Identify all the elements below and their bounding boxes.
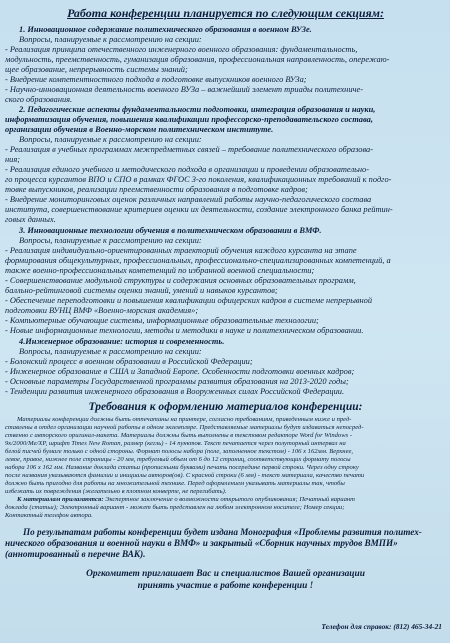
section4-title: 4.Инженерное образование: история и современность.: [19, 337, 225, 346]
section1-line: ского образования.: [5, 95, 73, 104]
section4-line: - Основные параметры Государственной программы развития образования на 2013-2020 годы;: [5, 377, 349, 386]
requirements-line: должно быть пригодно для работы на множительной технике. Перед оформлением указывать материалы так, чтобы: [5, 480, 345, 487]
section3-line: формирования общекультурных, профессиональных, профессионально-специализированных компетенций, а: [5, 256, 391, 265]
section2-line: ния;: [5, 155, 21, 164]
requirements-title: Требования к оформлению материалов конференции:: [88, 401, 363, 413]
section4-questions-label: Вопросы, планируемые к рассмотрению на секции:: [19, 347, 202, 356]
page-header: Работа конференции планируется по следующим секциям:: [67, 6, 384, 20]
section3-line: - Новые информационные технологии, методы и методики в науке и политехническом образовании.: [5, 326, 364, 335]
contact-phone: Телефон для справок: (812) 465-34-21: [321, 622, 442, 631]
requirements-line: левое, правое, нижнее поле страницы - 20 мм, требуемый объем от 6 до 12 страниц, соответствующих формату полосы: [5, 456, 351, 463]
section4-line: - Тенденции развития инженерного образования в Вооруженных силах Российской Федерации.: [5, 387, 345, 396]
requirements-line: Материалы конференции должны быть отпечатаны на принтере, согласно требованиям, приведенным ниже и пред-: [17, 416, 352, 423]
results-line: По результатам работы конференции будет издана Монография «Проблемы развития политех-: [23, 527, 422, 537]
invitation-line: принять участие в работе конференции !: [137, 581, 314, 591]
requirements-line: 9x/2000/Me/XP, шрифт Times New Roman, размер (кегль) - 14 пунктов. Текст печатается через полуторный интервал на: [5, 440, 346, 447]
section3-questions-label: Вопросы, планируемые к рассмотрению на секции:: [19, 236, 202, 245]
section3-line: - Совершенствование модульной структуры и содержания основных образовательных программ,: [5, 276, 356, 285]
section2-questions-label: Вопросы, планируемые к рассмотрению на секции:: [19, 135, 202, 144]
section3-title: 3. Инновационные технологии обучения в политехническом образовании в ВМФ.: [19, 226, 322, 235]
invitation-line: Оргкомитет приглашает Вас и специалистов Вашей организации: [86, 569, 365, 579]
requirements-line: ставлены в отдел организации научной работы в одном экземпляре. Представляемые материалы будут издаваться непосред-: [5, 424, 364, 431]
section1-line: - Научно-инновационная деятельность военного ВУЗа – важнейший элемент триады политехниче-: [5, 85, 364, 94]
attachments-label: К материалам прилагаются:: [17, 496, 104, 503]
section1-line: - Внедрение компетентностного подхода в подготовке выпускников военного ВУЗа;: [5, 75, 307, 84]
section2-line: - Реализация единого учебного и методического подхода в организации и проведении образовательно-: [5, 165, 370, 174]
section3-line: балльно-рейтинговой системы оценки знаний, умений и навыков курсантов;: [5, 286, 278, 295]
section3-line: подготовки ВУНЦ ВМФ «Военно-морская академия»;: [5, 306, 199, 315]
section4-line: - Инженерное образование в США и Западной Европе. Особенности подготовки военных кадров;: [5, 367, 355, 376]
section2-line: го процесса курсантов ВПО и СПО в рамках ФГОС 3-го поколения, квалификационных требований к подго-: [5, 175, 392, 184]
section2-line: говых данных.: [5, 215, 56, 224]
attachments-line: [5, 496, 450, 504]
section3-line: также военно-профессиональных компетенций по избранной военной специальности;: [5, 266, 315, 275]
requirements-line: избежать их повреждения (желательно в плотном конверте, не перегибать).: [5, 488, 227, 495]
requirements-line: ственно с авторского оригинал-макета. Материалы должны быть выполнены в текстовом редакторе Word for Windows -: [5, 432, 353, 439]
section2-title: организации обучения в Военно-морском политехническом институте.: [5, 125, 274, 134]
attachments-line: Контактный телефон автора.: [5, 512, 93, 519]
section3-line: - Компьютерные обучающие системы, информационные образовательные технологии;: [5, 316, 319, 325]
section2-line: института, совершенствование критериев оценки их деятельности, создание электронного банка рейтин-: [5, 205, 393, 214]
section4-line: - Болонский процесс в военном образовании в Российской Федерации;: [5, 357, 253, 366]
section2-line: товке выпускников, реализации преемственности образования в подготовке кадров;: [5, 185, 308, 194]
results-line: (аннотированный в перечне ВАК).: [5, 549, 146, 559]
section1-line: модульность, преемственность, гуманизация образования, профессиональная направленность, опережаю-: [5, 55, 390, 64]
section1-line: - Реализация принципа отечественного инженерного военного образования: фундаментальность,: [5, 45, 358, 54]
section1-line: щее образование, непрерывность системы знаний;: [5, 65, 188, 74]
section1-questions-label: Вопросы, планируемые к рассмотрению на секции:: [19, 35, 202, 44]
requirements-line: белой писчей бумаге только с одной стороны. Формат полосы набора (поле, заполненное текстом) - 106 х 162мм. Верхнее,: [5, 448, 354, 455]
section2-line: - Внедрение мониторинговых оценок различных направлений работы научно-педагогического состава: [5, 195, 372, 204]
results-line: нического образования и военной науки в ВМФ» и закрытый «Сборник научных трудов ВМПИ»: [5, 538, 398, 548]
section2-title: информатизация обучения, повышения квалификации профессорско-преподавательского состава,: [5, 115, 373, 124]
section3-line: - Реализация индивидуально-ориентированных траекторий обучения каждого курсанта на этапе: [5, 246, 357, 255]
section3-line: - Обеспечение переподготовки и повышения квалификации офицерских кадров в системе непрерывной: [5, 296, 373, 305]
section2-title: 2. Педагогические аспекты фундаментальности подготовки, интеграция образования и науки,: [19, 105, 376, 114]
section2-line: - Реализация в учебных программах межпредметных связей – требование политехнического образова-: [5, 145, 374, 154]
section1-title: 1. Инновационное содержание политехнического образования в военном ВУЗе.: [19, 25, 312, 34]
attachments-text: Экспертное заключение о возможности открытого опубликования; Печатный вариант: [105, 496, 355, 503]
requirements-line: набора 106 х 162 мм. Название доклада статьи (прописными буквами) печать посередине первой строки. Через одну строку: [5, 464, 359, 471]
requirements-line: после названия указываются фамилии и инициалы авторов(ов). С красной строки (6 мм) - текст материала, качество печати: [5, 472, 365, 479]
attachments-line: доклада (статьи); Электронный вариант - может быть представлен на любом электронном носителе; Номер секции;: [5, 504, 345, 511]
